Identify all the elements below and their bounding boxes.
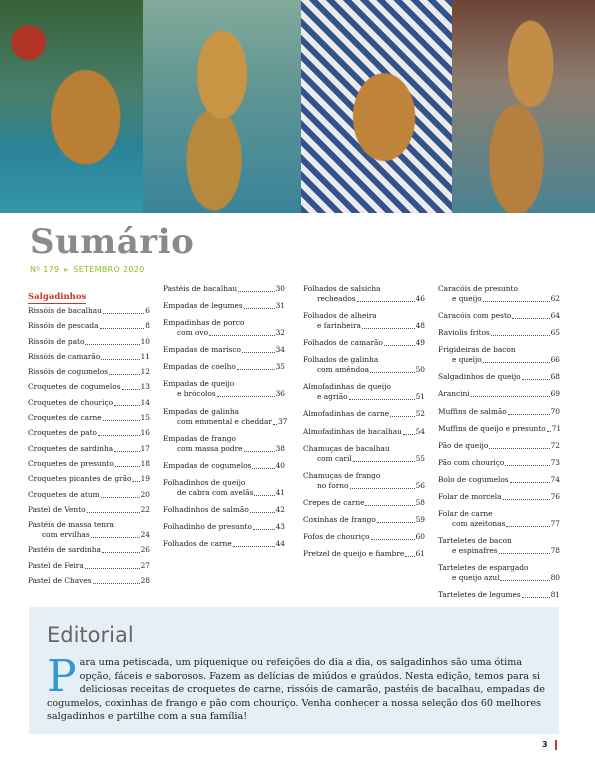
dot-leader <box>98 435 140 436</box>
dot-leader <box>500 580 549 581</box>
dot-leader <box>122 389 140 390</box>
toc-entry-page: 61 <box>415 549 425 559</box>
toc-entry-page: 15 <box>140 413 150 423</box>
toc-entry-title: de cabra com avelãs <box>177 487 254 497</box>
toc-entry <box>438 424 560 434</box>
toc-entry <box>28 352 150 362</box>
toc-entry <box>303 338 425 348</box>
toc-entry <box>438 475 560 485</box>
toc-entry-title: Crepes de carne <box>303 497 365 507</box>
toc-entry-title: com ervilhas <box>42 530 90 540</box>
toc-entry-page: 28 <box>140 576 150 586</box>
toc-entry-page: 14 <box>140 397 150 407</box>
dot-leader <box>250 512 275 513</box>
toc-entry <box>28 490 150 500</box>
toc-entry-title: com amêndoa <box>317 365 370 375</box>
toc-column-3 <box>303 284 425 566</box>
toc-entry <box>163 318 285 338</box>
toc-entry-page: 34 <box>275 345 285 355</box>
dot-leader <box>510 482 550 483</box>
dot-leader <box>103 420 140 421</box>
dot-leader <box>87 512 140 513</box>
toc-entry-title: e agrião <box>317 392 348 402</box>
toc-entry <box>28 545 150 555</box>
editorial-body: ara uma petiscada, um piquenique ou refeições do dia a dia, os salgadinhos são uma ótima opção, fáceis e saborosos. Fazem as delícias de miúdos e graúdos. Nesta edição, temos para si deliciosas receitas de croquetes de carne, rissóis de camarão, pastéis de bacalhau, empadas de cogumelos, coxinhas de frango e pão com chouriço. Venha conhecer a nossa seleção dos 60 melhores salgadinhos e partilhe com a sua família! <box>47 657 545 723</box>
toc-entry-page: 55 <box>415 453 425 463</box>
toc-entry-page: 71 <box>551 423 562 433</box>
toc-entry <box>163 284 285 294</box>
toc-entry <box>163 406 288 427</box>
toc-entry-page: 60 <box>415 532 425 542</box>
toc-entry <box>28 428 150 438</box>
dot-leader <box>242 352 275 353</box>
dot-leader <box>209 335 275 336</box>
header-photo-strip <box>0 0 595 213</box>
toc-entry-title: Rissóis de camarão <box>28 351 101 361</box>
puff-pastries-photo <box>452 0 595 213</box>
toc-entry-page: 18 <box>140 458 150 468</box>
toc-entry <box>28 306 150 316</box>
dot-leader <box>103 313 144 314</box>
toc-entry-title: Pão com chouriço <box>438 457 505 467</box>
toc-column-2 <box>163 284 288 556</box>
toc-entry-title-line: Folhados de galinha <box>303 355 379 365</box>
toc-entry <box>163 539 285 549</box>
toc-entry-title: com caril <box>317 453 352 463</box>
toc-entry <box>303 532 425 542</box>
toc-entry-title: com azeitonas <box>452 519 506 529</box>
toc-entry-title: Croquetes de atum <box>28 489 100 499</box>
issue-separator: ▸ <box>64 265 69 274</box>
pies-photo <box>301 0 452 213</box>
toc-entry-page: 30 <box>275 284 285 293</box>
dot-leader <box>244 451 275 452</box>
dot-leader <box>522 597 550 598</box>
dot-leader <box>114 405 140 406</box>
dot-leader <box>85 344 139 345</box>
toc-entry <box>438 509 560 529</box>
toc-entry-page: 38 <box>275 443 285 453</box>
dot-leader <box>499 553 550 554</box>
toc-entry-title: Folhadinhos de salmão <box>163 504 249 514</box>
toc-entry-title: Almofadinhas de bacalhau <box>303 426 402 436</box>
toc-entry-title: no forno <box>317 480 349 490</box>
toc-entry <box>163 461 285 471</box>
toc-entry <box>303 498 425 508</box>
dot-leader <box>273 424 277 425</box>
dot-leader <box>471 396 550 397</box>
toc-entry-page: 50 <box>415 365 425 375</box>
toc-entry <box>28 474 150 484</box>
toc-entry-title: com ovo <box>177 328 209 338</box>
dot-leader <box>93 583 140 584</box>
dot-leader <box>365 505 414 506</box>
toc-entry-title: Empadas de cogumelos <box>163 460 252 470</box>
toc-entry-page: 37 <box>277 416 288 426</box>
toc-entry-page: 22 <box>140 504 150 514</box>
toc-entry-title: Coxinhas de frango <box>303 514 376 524</box>
toc-entry-page: 73 <box>550 457 560 467</box>
toc-entry-title-line: Folhados de salsicha <box>303 284 381 293</box>
toc-entry-title: Croquetes de cogumelos <box>28 382 121 392</box>
toc-entry-title: e farinheira <box>317 321 361 331</box>
toc-entry-title: Raviolis fritos <box>438 328 490 338</box>
toc-entry-title-line: Empadas de frango <box>163 433 236 443</box>
toc-column-4 <box>438 284 560 608</box>
toc-entry-page: 20 <box>140 489 150 499</box>
dot-leader <box>377 522 415 523</box>
dot-leader <box>91 537 140 538</box>
toc-entry-title: Fofos de chouriço <box>303 532 370 542</box>
toc-entry-page: 74 <box>550 474 560 484</box>
toc-entry-title: Empadas de marisco <box>163 345 241 355</box>
toc-entry <box>303 284 425 304</box>
issue-info <box>30 265 145 274</box>
toc-entry-title: Croquetes de carne <box>28 413 102 423</box>
toc-entry <box>163 379 285 399</box>
toc-entry <box>28 398 150 408</box>
toc-entry-title: e queijo azul <box>452 573 500 583</box>
toc-entry-page: 17 <box>140 443 150 453</box>
toc-entry-title: Pastel de Feira <box>28 560 84 570</box>
toc-entry <box>438 389 560 399</box>
dot-leader <box>254 495 274 496</box>
dot-leader <box>115 466 140 467</box>
dot-leader <box>109 374 140 375</box>
dot-leader <box>353 461 415 462</box>
toc-entry-page: 24 <box>140 530 150 540</box>
toc-entry <box>438 492 560 502</box>
toc-entry <box>28 576 150 586</box>
toc-entry-page: 6 <box>145 306 150 315</box>
dot-leader <box>253 529 275 530</box>
toc-entry-title: Croquetes de pato <box>28 428 97 438</box>
croquettes-photo <box>0 0 143 213</box>
toc-entry-page: 26 <box>140 545 150 555</box>
toc-entry-title-line: Chamuças de bacalhau <box>303 443 390 453</box>
toc-entry-page: 41 <box>275 487 285 497</box>
toc-entry-title-line: Empadas de queijo <box>163 379 235 389</box>
toc-entry-title: Pretzel de queijo e fiambre <box>303 549 405 559</box>
editorial-title: Editorial <box>47 623 134 647</box>
toc-entry-title: Rissóis de pescada <box>28 321 99 331</box>
dot-leader <box>114 451 139 452</box>
toc-entry-title: com emmental e cheddar <box>177 416 272 426</box>
toc-entry-title: Folhadinho de presunto <box>163 522 252 532</box>
toc-entry-title: Folhados de camarão <box>303 338 383 348</box>
toc-entry <box>28 413 150 423</box>
toc-entry <box>28 321 150 331</box>
toc-entry <box>438 458 560 468</box>
dot-leader <box>252 468 274 469</box>
dot-leader <box>233 546 275 547</box>
toc-entry-title-line: Folhados de alheira <box>303 311 377 321</box>
toc-entry <box>303 444 425 464</box>
toc-entry-title: Pastéis de bacalhau <box>163 284 238 293</box>
toc-entry <box>438 311 560 321</box>
toc-entry-title: Rissóis de bacalhau <box>28 306 102 315</box>
toc-entry-title: Pastel de Vento <box>28 504 86 514</box>
dot-leader <box>85 568 140 569</box>
page-title: Sumário <box>30 222 195 262</box>
toc-entry-page: 78 <box>550 546 560 556</box>
toc-entry-page: 62 <box>550 294 560 303</box>
dot-leader <box>132 481 139 482</box>
page-number-bar <box>555 740 557 750</box>
toc-entry <box>28 382 150 392</box>
toc-entry-page: 80 <box>550 573 560 583</box>
toc-entry-title-line: Empadinhas de porco <box>163 318 245 328</box>
toc-entry-title: Tarteletes de legumes <box>438 590 521 600</box>
dot-leader <box>403 434 415 435</box>
toc-entry-page: 59 <box>415 514 425 524</box>
turnovers-photo <box>143 0 301 213</box>
toc-entry <box>438 563 560 583</box>
toc-entry-title: Arancini <box>438 389 470 399</box>
toc-entry-title: e queijo <box>452 355 482 365</box>
toc-entry-title: Croquetes picantes de grão <box>28 474 132 484</box>
toc-entry-page: 43 <box>275 522 285 532</box>
table-of-contents <box>28 284 568 604</box>
toc-entry-page: 64 <box>550 311 560 321</box>
toc-entry <box>163 434 285 454</box>
toc-entry-page: 16 <box>140 428 150 438</box>
toc-entry-title: Pastel de Chaves <box>28 576 92 586</box>
toc-entry <box>303 382 425 402</box>
toc-entry-page: 19 <box>140 474 150 484</box>
issue-number: Nº 179 <box>30 265 60 274</box>
toc-entry-page: 66 <box>550 355 560 365</box>
toc-entry-title-line: Frigideiras de bacon <box>438 345 516 355</box>
toc-entry-title: Croquetes de chouriço <box>28 397 114 407</box>
toc-entry-title-line: Almofadinhas de queijo <box>303 382 391 392</box>
dot-leader <box>244 308 275 309</box>
toc-entry <box>438 441 560 451</box>
toc-entry-page: 72 <box>550 440 560 450</box>
dot-leader <box>349 399 415 400</box>
section-title: Salgadinhos <box>28 292 87 302</box>
dot-leader <box>100 328 145 329</box>
toc-entry-title-line: Pastéis de massa tenra <box>28 520 114 530</box>
toc-entry-page: 11 <box>140 351 150 361</box>
toc-entry-title: Almofadinhas de carne <box>303 409 390 419</box>
toc-entry-title: e queijo <box>452 294 482 303</box>
dot-leader <box>102 552 140 553</box>
toc-entry-title-line: Tarteletes de bacon <box>438 536 512 546</box>
dot-leader <box>405 556 414 557</box>
toc-entry-page: 65 <box>550 328 560 338</box>
toc-entry-title: Pastéis de sardinha <box>28 545 101 555</box>
toc-entry-page: 10 <box>140 336 150 346</box>
toc-entry-page: 58 <box>415 497 425 507</box>
dot-leader <box>506 526 549 527</box>
toc-entry-title: Rissóis de pato <box>28 336 85 346</box>
toc-entry-page: 56 <box>415 480 425 490</box>
dot-leader <box>489 448 549 449</box>
toc-entry-page: 31 <box>275 301 285 311</box>
dot-leader <box>237 369 275 370</box>
toc-entry-page: 54 <box>415 426 425 436</box>
toc-entry-title: e brócolos <box>177 389 216 399</box>
toc-entry-title: Empadas de coelho <box>163 362 236 372</box>
toc-entry-title: Croquetes de presunto <box>28 458 114 468</box>
toc-entry <box>303 427 425 437</box>
dot-leader <box>508 414 550 415</box>
toc-entry <box>28 520 150 540</box>
toc-entry <box>163 345 285 355</box>
toc-entry <box>303 311 425 331</box>
dot-leader <box>503 499 550 500</box>
toc-entry-title: Caracóis com pesto <box>438 311 512 321</box>
toc-entry <box>28 561 150 571</box>
toc-entry-title: Salgadinhos de queijo <box>438 372 521 382</box>
toc-entry <box>303 549 425 559</box>
toc-entry <box>438 407 560 417</box>
toc-entry-title-line: Chamuças de frango <box>303 470 381 480</box>
toc-entry-page: 8 <box>145 321 150 331</box>
toc-entry-page: 13 <box>140 382 150 392</box>
dot-leader <box>384 345 415 346</box>
toc-entry-page: 12 <box>140 367 150 377</box>
toc-entry <box>28 444 150 454</box>
dot-leader <box>547 431 551 432</box>
toc-entry-title: Pão de queijo <box>438 440 489 450</box>
dot-leader <box>371 539 415 540</box>
toc-entry-page: 44 <box>275 539 285 549</box>
toc-entry-title: recheados <box>317 294 356 303</box>
toc-entry-page: 68 <box>550 372 560 382</box>
toc-entry-title: Rissóis de cogumelos <box>28 367 108 377</box>
toc-entry <box>438 372 560 382</box>
toc-entry <box>28 367 150 377</box>
toc-entry-page: 48 <box>415 321 425 331</box>
toc-entry-title: Muffins de salmão <box>438 406 507 416</box>
toc-entry-title-line: Caracóis de presunto <box>438 284 518 293</box>
toc-entry <box>303 515 425 525</box>
dot-leader <box>512 318 549 319</box>
toc-entry-title: Empadas de legumes <box>163 301 243 311</box>
toc-entry-page: 52 <box>415 409 425 419</box>
editorial-box <box>29 607 559 734</box>
toc-entry-title: Croquetes de sardinha <box>28 443 114 453</box>
toc-entry <box>28 459 150 469</box>
toc-entry-page: 49 <box>415 338 425 348</box>
toc-entry-page: 27 <box>140 560 150 570</box>
issue-month: SETEMBRO 2020 <box>73 265 145 274</box>
toc-entry <box>438 590 560 600</box>
toc-entry-title-line: Folar de carne <box>438 509 493 519</box>
toc-entry <box>303 471 425 491</box>
toc-entry-title-line: Empadas de galinha <box>163 406 240 416</box>
toc-entry-title: Bolo de cogumelos <box>438 474 509 484</box>
toc-entry <box>28 337 150 347</box>
dot-leader <box>370 372 415 373</box>
toc-entry <box>163 301 285 311</box>
dot-leader <box>350 488 415 489</box>
toc-entry-page: 46 <box>415 294 425 303</box>
toc-entry-page: 42 <box>275 504 285 514</box>
toc-entry <box>303 355 425 375</box>
toc-entry <box>163 362 285 372</box>
toc-entry-title: e espinafres <box>452 546 498 556</box>
toc-entry-page: 77 <box>550 519 560 529</box>
toc-entry-page: 70 <box>550 406 560 416</box>
toc-entry <box>303 409 425 419</box>
dot-leader <box>217 396 275 397</box>
dot-leader <box>362 328 415 329</box>
toc-entry <box>28 505 150 515</box>
toc-entry-title: Folhados de carne <box>163 539 232 549</box>
toc-entry-page: 32 <box>275 328 285 338</box>
dot-leader <box>238 291 274 292</box>
dot-leader <box>101 359 139 360</box>
dot-leader <box>491 335 550 336</box>
toc-entry-page: 81 <box>550 590 560 600</box>
dot-leader <box>483 362 550 363</box>
toc-entry-page: 51 <box>415 392 425 402</box>
toc-entry-page: 35 <box>275 362 285 372</box>
dot-leader <box>357 301 415 302</box>
toc-entry <box>163 522 285 532</box>
toc-entry-title-line: Folhadinhos de queijo <box>163 477 246 487</box>
toc-entry-title: com massa podre <box>177 443 243 453</box>
toc-entry-title-line: Tarteletes de espargado <box>438 563 529 573</box>
toc-entry <box>438 328 560 338</box>
dot-leader <box>522 379 550 380</box>
toc-entry <box>163 505 285 515</box>
toc-entry-title: Muffins de queijo e presunto <box>438 423 546 433</box>
toc-entry <box>163 478 285 498</box>
dot-leader <box>390 416 414 417</box>
toc-column-1 <box>28 284 150 591</box>
toc-entry-page: 36 <box>275 389 285 399</box>
dot-leader <box>505 465 549 466</box>
editorial-dropcap: P <box>47 651 77 702</box>
toc-entry <box>438 536 560 556</box>
toc-entry-page: 40 <box>275 460 285 470</box>
dot-leader <box>101 497 140 498</box>
editorial-text <box>47 651 551 724</box>
toc-entry-page: 69 <box>550 389 560 399</box>
toc-entry-page: 76 <box>550 492 560 502</box>
dot-leader <box>483 301 550 302</box>
toc-entry <box>438 284 560 304</box>
toc-entry-title: Folar de morcela <box>438 492 502 502</box>
toc-entry <box>438 345 560 365</box>
page-number: 3 <box>542 740 548 749</box>
